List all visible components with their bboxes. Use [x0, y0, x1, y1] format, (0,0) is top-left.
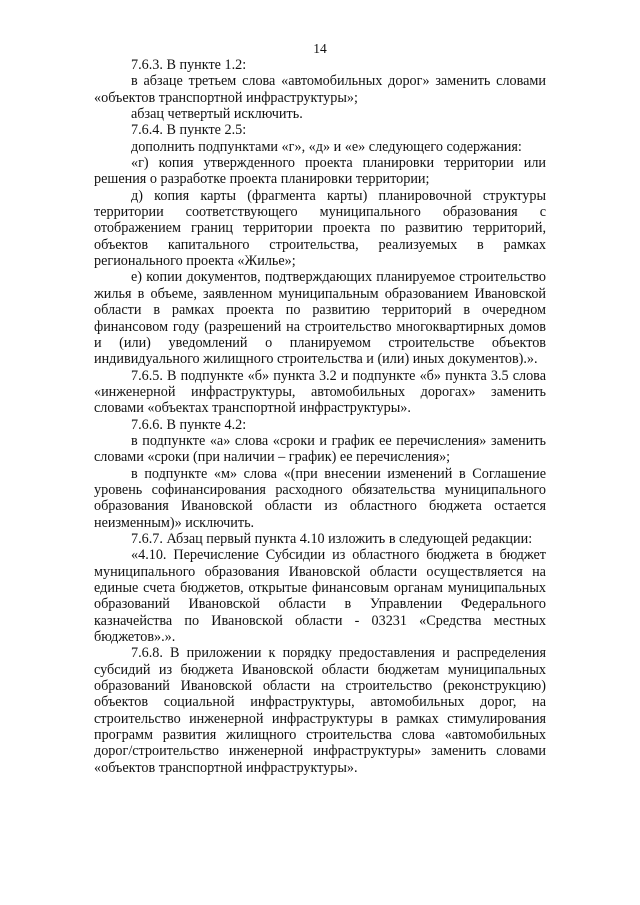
paragraph: 7.6.8. В приложении к порядку предоставления и распределения субсидий из бюджета Ивановской области бюджетам муниципальных образований Ивановской области на строительство (реконструкцию) объектов социальной инфраструктуры, автомобильных дорог, на строительство инженерной инфраструктуры в рамках стимулирования программ развития жилищного строительства слова «автомобильных дорог/строительство инженерной инфраструктуры» заменить словами «объектов транспортной инфраструктуры».: [94, 645, 546, 776]
paragraph: «г) копия утвержденного проекта планировки территории или решения о разработке проекта планировки территории;: [94, 155, 546, 188]
paragraph: 7.6.4. В пункте 2.5:: [131, 122, 247, 139]
paragraph: дополнить подпунктами «г», «д» и «е» следующего содержания:: [131, 138, 522, 155]
paragraph: в подпункте «м» слова «(при внесении изменений в Соглашение уровень софинансирования расходного обязательства муниципального образования Ивановской области из областного бюджета остается неизменным)» исключить.: [94, 465, 546, 531]
paragraph: в абзаце третьем слова «автомобильных дорог» заменить словами «объектов транспортной инфраструктуры»;: [94, 73, 546, 106]
paragraph: 7.6.6. В пункте 4.2:: [131, 416, 247, 433]
paragraph: 7.6.7. Абзац первый пункта 4.10 изложить в следующей редакции:: [131, 530, 533, 547]
paragraph: е) копии документов, подтверждающих планируемое строительство жилья в объеме, заявленном муниципальным образованием Ивановской области в рамках проекта по развитию территорий в очередном финансовом году (разрешений на строительство многоквартирных домов и (или) уведомлений о планируемом строительстве объектов индивидуального жилищного строительства и (или) иных документов).».: [94, 269, 546, 368]
paragraph: абзац четвертый исключить.: [131, 106, 303, 123]
paragraph: в подпункте «а» слова «сроки и график ее перечисления» заменить словами «сроки (при наличии – график) ее перечисления»;: [94, 432, 546, 466]
paragraph: «4.10. Перечисление Субсидии из областного бюджета в бюджет муниципального образования Ивановской области осуществляется на единые счета бюджетов, открытые финансовым органам муниципальных образований Ивановской области в Управлении Федерального казначейства по Ивановской области - 03231 «Средства местных бюджетов».».: [94, 547, 546, 646]
page-number: 14: [313, 41, 327, 56]
paragraph: 7.6.5. В подпункте «б» пункта 3.2 и подпункте «б» пункта 3.5 слова «инженерной инфраструктуры, автомобильных дорогах» заменить словами «объектах транспортной инфраструктуры».: [94, 367, 546, 417]
paragraph: д) копия карты (фрагмента карты) планировочной структуры территории соответствующего муниципального образования с отображением границ территории проекта по развитию территорий, объектов капитального строительства, реализуемых в рамках регионального проекта «Жилье»;: [94, 187, 546, 270]
document-body: [94, 57, 546, 776]
paragraph: 7.6.3. В пункте 1.2:: [131, 57, 247, 73]
